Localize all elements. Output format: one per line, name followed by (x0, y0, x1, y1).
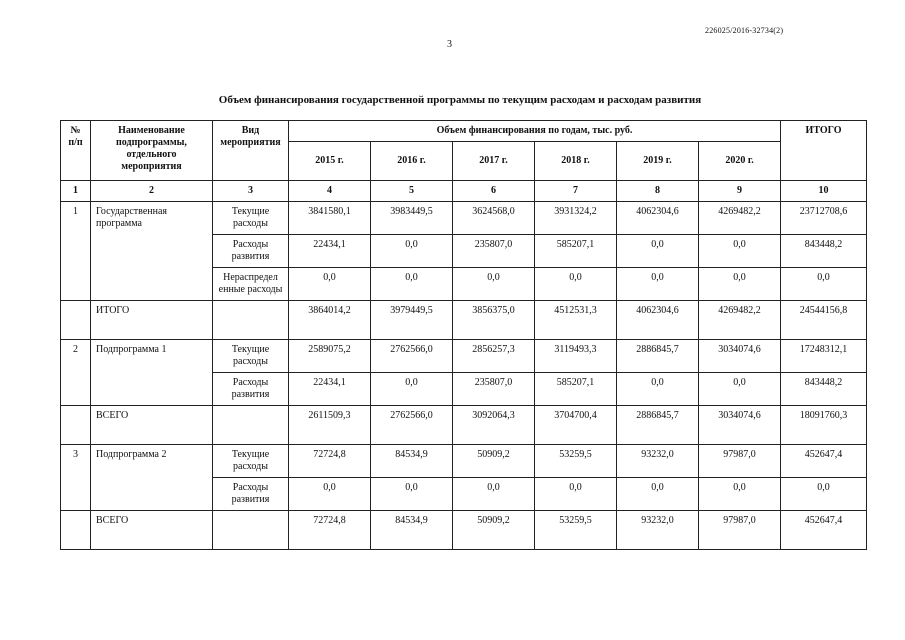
header-name: Наименование подпрограммы, отдельного мероприятия (91, 121, 213, 181)
value-cell: 93232,0 (617, 445, 699, 478)
empty-cell (213, 511, 289, 550)
row-expense-kind: Расходы развития (213, 235, 289, 268)
table-row (61, 445, 867, 478)
value-cell: 0,0 (371, 268, 453, 301)
total-value: 4512531,3 (535, 301, 617, 340)
value-cell: 22434,1 (289, 373, 371, 406)
total-value: 3856375,0 (453, 301, 535, 340)
value-cell: 4269482,2 (699, 202, 781, 235)
row-program-name: Подпрограмма 2 (91, 445, 213, 511)
header-year: 2015 г. (289, 142, 371, 181)
document-id: 226025/2016-32734(2) (705, 26, 784, 35)
value-cell: 72724,8 (289, 445, 371, 478)
value-cell: 84534,9 (371, 445, 453, 478)
total-label: ИТОГО (91, 301, 213, 340)
financing-table (60, 120, 867, 550)
row-number: 3 (61, 445, 91, 511)
value-cell: 0,0 (289, 478, 371, 511)
value-cell: 0,0 (453, 478, 535, 511)
column-number: 7 (535, 181, 617, 202)
value-cell: 3931324,2 (535, 202, 617, 235)
column-number: 10 (781, 181, 867, 202)
value-cell: 0,0 (699, 478, 781, 511)
total-value: 2762566,0 (371, 406, 453, 445)
column-number: 2 (91, 181, 213, 202)
value-cell: 50909,2 (453, 445, 535, 478)
total-value: 3864014,2 (289, 301, 371, 340)
total-value: 452647,4 (781, 511, 867, 550)
row-expense-kind: Расходы развития (213, 373, 289, 406)
column-number: 6 (453, 181, 535, 202)
value-cell: 843448,2 (781, 235, 867, 268)
value-cell: 0,0 (371, 373, 453, 406)
total-value: 3092064,3 (453, 406, 535, 445)
value-cell: 0,0 (535, 478, 617, 511)
total-label: ВСЕГО (91, 406, 213, 445)
empty-cell (61, 511, 91, 550)
value-cell: 53259,5 (535, 445, 617, 478)
total-label: ВСЕГО (91, 511, 213, 550)
total-row (61, 301, 867, 340)
value-cell: 0,0 (453, 268, 535, 301)
value-cell: 585207,1 (535, 373, 617, 406)
header-total: ИТОГО (781, 121, 867, 181)
value-cell: 0,0 (781, 478, 867, 511)
header-number: № п/п (61, 121, 91, 181)
table-header (61, 121, 867, 181)
value-cell: 2762566,0 (371, 340, 453, 373)
total-value: 97987,0 (699, 511, 781, 550)
value-cell: 235807,0 (453, 373, 535, 406)
column-number: 1 (61, 181, 91, 202)
value-cell: 3624568,0 (453, 202, 535, 235)
value-cell: 0,0 (617, 235, 699, 268)
value-cell: 4062304,6 (617, 202, 699, 235)
value-cell: 2589075,2 (289, 340, 371, 373)
header-years-group: Объем финансирования по годам, тыс. руб. (289, 121, 781, 142)
page-number: 3 (447, 39, 452, 50)
total-value: 3704700,4 (535, 406, 617, 445)
value-cell: 23712708,6 (781, 202, 867, 235)
table-row (61, 340, 867, 373)
column-number: 4 (289, 181, 371, 202)
header-year: 2018 г. (535, 142, 617, 181)
row-expense-kind: Текущие расходы (213, 340, 289, 373)
value-cell: 0,0 (617, 268, 699, 301)
total-row (61, 406, 867, 445)
header-year: 2019 г. (617, 142, 699, 181)
empty-cell (61, 301, 91, 340)
value-cell: 0,0 (535, 268, 617, 301)
empty-cell (61, 406, 91, 445)
total-value: 4269482,2 (699, 301, 781, 340)
table-row (61, 202, 867, 235)
column-number: 8 (617, 181, 699, 202)
table-body (61, 181, 867, 550)
value-cell: 0,0 (699, 235, 781, 268)
page-title: Объем финансирования государственной программы по текущим расходам и расходам развития (218, 94, 702, 106)
row-program-name: Государственная программа (91, 202, 213, 301)
total-value: 93232,0 (617, 511, 699, 550)
total-value: 84534,9 (371, 511, 453, 550)
total-value: 72724,8 (289, 511, 371, 550)
total-value: 24544156,8 (781, 301, 867, 340)
value-cell: 3983449,5 (371, 202, 453, 235)
total-value: 4062304,6 (617, 301, 699, 340)
value-cell: 0,0 (289, 268, 371, 301)
value-cell: 0,0 (781, 268, 867, 301)
value-cell: 0,0 (617, 373, 699, 406)
column-number: 9 (699, 181, 781, 202)
value-cell: 452647,4 (781, 445, 867, 478)
row-expense-kind: Текущие расходы (213, 202, 289, 235)
value-cell: 17248312,1 (781, 340, 867, 373)
value-cell: 2856257,3 (453, 340, 535, 373)
value-cell: 97987,0 (699, 445, 781, 478)
total-value: 3979449,5 (371, 301, 453, 340)
total-row (61, 511, 867, 550)
column-number: 5 (371, 181, 453, 202)
value-cell: 2886845,7 (617, 340, 699, 373)
value-cell: 843448,2 (781, 373, 867, 406)
total-value: 53259,5 (535, 511, 617, 550)
row-program-name: Подпрограмма 1 (91, 340, 213, 406)
row-expense-kind: Нераспредел енные расходы (213, 268, 289, 301)
value-cell: 3034074,6 (699, 340, 781, 373)
header-year: 2020 г. (699, 142, 781, 181)
row-number: 2 (61, 340, 91, 406)
empty-cell (213, 406, 289, 445)
header-year: 2016 г. (371, 142, 453, 181)
row-expense-kind: Текущие расходы (213, 445, 289, 478)
value-cell: 585207,1 (535, 235, 617, 268)
value-cell: 0,0 (699, 373, 781, 406)
total-value: 3034074,6 (699, 406, 781, 445)
value-cell: 235807,0 (453, 235, 535, 268)
total-value: 18091760,3 (781, 406, 867, 445)
value-cell: 0,0 (371, 235, 453, 268)
total-value: 50909,2 (453, 511, 535, 550)
value-cell: 0,0 (371, 478, 453, 511)
header-kind: Вид мероприятия (213, 121, 289, 181)
column-numbers-row (61, 181, 867, 202)
row-expense-kind: Расходы развития (213, 478, 289, 511)
column-number: 3 (213, 181, 289, 202)
header-year: 2017 г. (453, 142, 535, 181)
value-cell: 3841580,1 (289, 202, 371, 235)
value-cell: 22434,1 (289, 235, 371, 268)
value-cell: 0,0 (617, 478, 699, 511)
row-number: 1 (61, 202, 91, 301)
total-value: 2886845,7 (617, 406, 699, 445)
value-cell: 3119493,3 (535, 340, 617, 373)
empty-cell (213, 301, 289, 340)
total-value: 2611509,3 (289, 406, 371, 445)
value-cell: 0,0 (699, 268, 781, 301)
